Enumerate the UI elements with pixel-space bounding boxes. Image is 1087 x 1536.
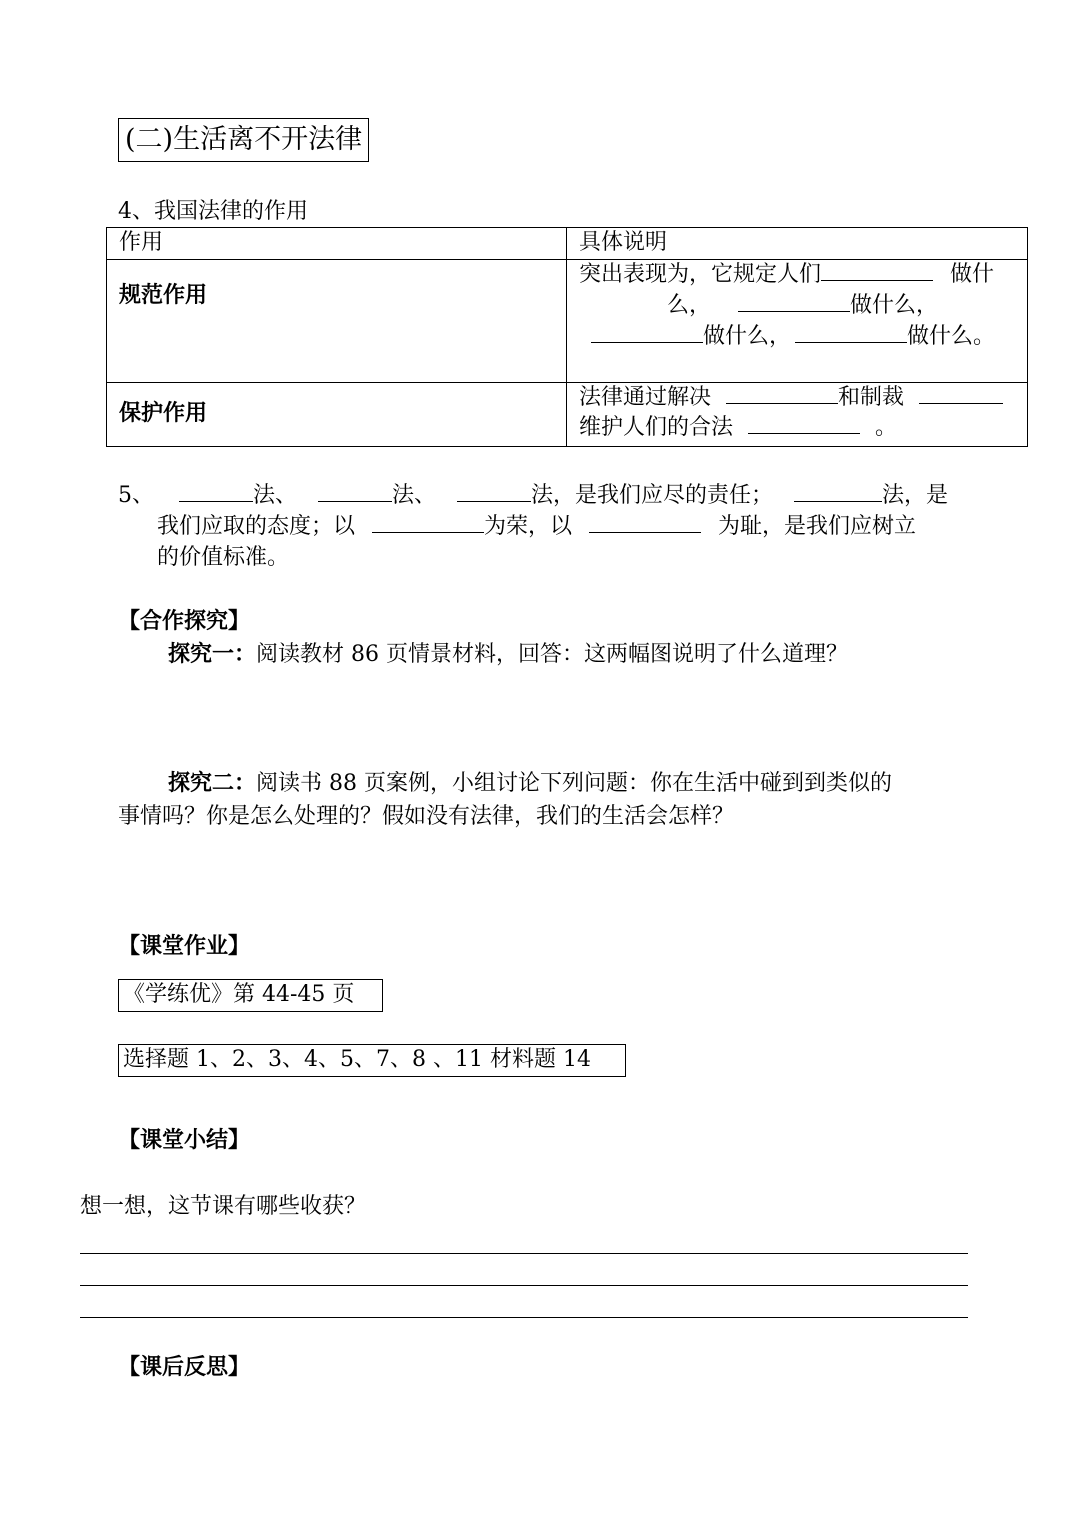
fill-blank <box>589 512 701 533</box>
q5-line3: 的价值标准。 <box>157 545 290 570</box>
fill-blank <box>318 481 392 502</box>
summary-heading: 【课堂小结】 <box>118 1128 251 1153</box>
desc-text: 做什么。 <box>907 324 996 350</box>
fill-blank <box>179 481 253 502</box>
fill-blank <box>372 512 484 533</box>
inquiry-label: 探究一： <box>168 642 257 667</box>
q5-text: 为耻，是我们应树立 <box>718 514 917 539</box>
answer-line <box>80 1317 968 1318</box>
fill-blank <box>795 322 907 343</box>
fill-blank <box>738 291 850 312</box>
inquiry-two-cont: 事情吗？你是怎么处理的？假如没有法律，我们的生活会怎样？ <box>118 804 735 829</box>
table-row <box>107 260 1028 383</box>
inquiry-text: 阅读书 88 页案例，小组讨论下列问题：你在生活中碰到到类似的 <box>256 771 892 796</box>
reflection-heading: 【课后反思】 <box>118 1355 251 1380</box>
fill-blank <box>726 383 838 404</box>
q5-text: 法，是 <box>882 483 949 508</box>
q5-line1 <box>118 481 948 512</box>
inquiry-text: 阅读教材 86 页情景材料，回答：这两幅图说明了什么道理？ <box>256 642 848 667</box>
answer-line <box>80 1285 968 1286</box>
q5-text: 法、 <box>392 483 437 508</box>
desc-text: 法律通过解决 <box>579 385 712 411</box>
cooperation-heading: 【合作探究】 <box>118 609 251 634</box>
desc-text: 突出表现为，它规定人们 <box>579 262 822 288</box>
row-desc-protective <box>567 383 1028 447</box>
desc-text: 做什么， <box>703 324 792 350</box>
q5-number: 5、 <box>118 483 154 508</box>
fill-blank <box>591 322 703 343</box>
q5-text: 法，是我们应尽的责任； <box>531 483 774 508</box>
desc-text: 维护人们的合法 <box>579 415 734 441</box>
row-desc-normative <box>567 260 1028 383</box>
q5-text: 法、 <box>253 483 298 508</box>
header-function: 作用 <box>107 228 567 260</box>
law-function-table <box>106 227 1028 447</box>
row-label-protective <box>107 383 567 447</box>
desc-text: 做什么， <box>850 293 939 319</box>
row-label-text: 保护作用 <box>119 401 208 427</box>
q5-text: 我们应取的态度；以 <box>157 514 356 539</box>
q5-line2 <box>157 512 916 543</box>
inquiry-label: 探究二： <box>168 771 257 796</box>
homework-book: 《学练优》第 44-45 页 <box>118 979 383 1012</box>
q5-text: 为荣，以 <box>484 514 573 539</box>
fill-blank <box>821 260 933 281</box>
homework-heading: 【课堂作业】 <box>118 934 251 959</box>
row-label-text: 规范作用 <box>119 282 208 308</box>
inquiry-two <box>168 769 892 800</box>
homework-questions: 选择题 1、2、3、4、5、7、8 、11 材料题 14 <box>118 1044 626 1077</box>
header-description: 具体说明 <box>567 228 1028 260</box>
inquiry-one <box>168 640 848 671</box>
fill-blank <box>748 413 860 434</box>
summary-prompt: 想一想，这节课有哪些收获？ <box>80 1194 367 1219</box>
desc-text: 和制裁 <box>838 385 905 411</box>
answer-line <box>80 1253 968 1254</box>
desc-text: 做什 <box>950 262 995 288</box>
section-title: (二)生活离不开法律 <box>118 118 369 162</box>
desc-text: 么， <box>667 293 712 319</box>
table-header-row <box>107 228 1028 260</box>
fill-blank <box>794 481 882 502</box>
fill-blank <box>919 383 1003 404</box>
q4-title: 4、我国法律的作用 <box>118 199 308 224</box>
fill-blank <box>457 481 531 502</box>
table-row <box>107 383 1028 447</box>
desc-text: 。 <box>875 415 898 441</box>
row-label-normative <box>107 260 567 383</box>
